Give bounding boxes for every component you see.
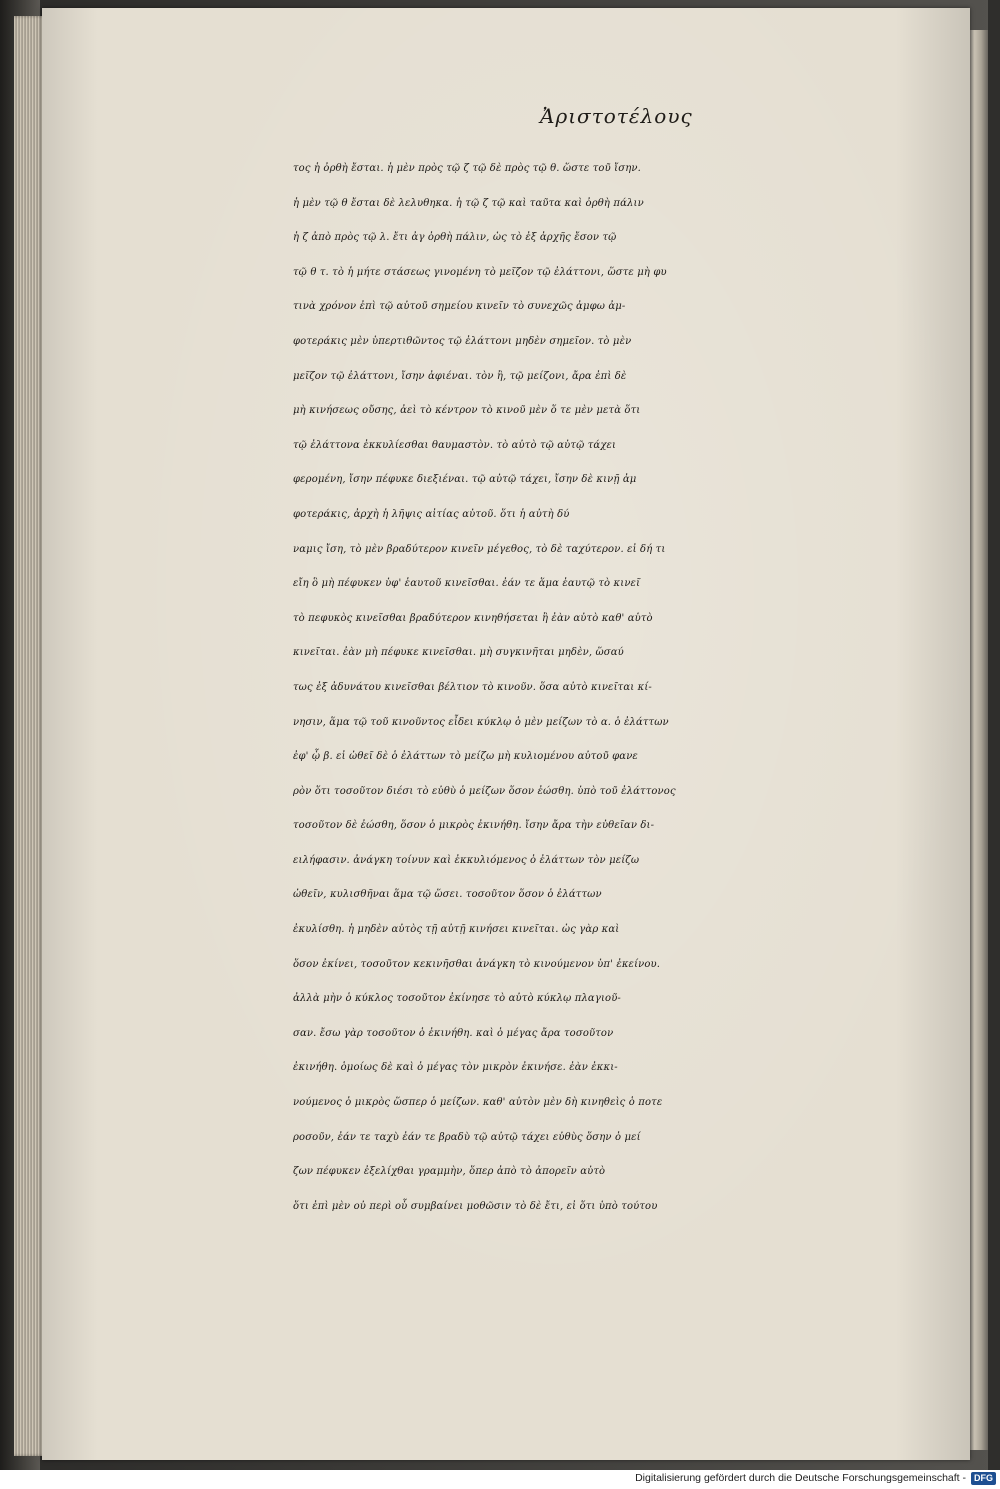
dfg-logo: DFG (971, 1472, 996, 1485)
text-line: ρὸν ὅτι τοσοῦτον διέσι τὸ εὐθὺ ὁ μείζων ὅσον ἐώσθη. ὑπὸ τοῦ ἐλάττονος (293, 785, 676, 797)
text-line: ἡ ζ ἀπὸ πρὸς τῷ λ. ἔτι ἀγ ὀρθὴ πάλιν, ὡς τὸ ἐξ ἀρχῆς ἔσον τῷ (293, 232, 617, 244)
footer-credit: Digitalisierung gefördert durch die Deutsche Forschungsgemeinschaft - (635, 1472, 966, 1484)
text-line: τως ἐξ ἀδυνάτου κινεῖσθαι βέλτιον τὸ κινοῦν. ὅσα αὐτὸ κινεῖται κί- (293, 681, 652, 693)
text-line: ἡ μὲν τῷ θ ἔσται δὲ λελυθηκα. ἡ τῷ ζ τῷ καὶ ταῦτα καὶ ὀρθὴ πάλιν (293, 197, 644, 209)
text-line: μεῖζον τῷ ἐλάττονι, ἴσην ἀφιέναι. τὸν ἢ, τῷ μείζονι, ἄρα ἐπὶ δὲ (293, 370, 627, 382)
text-line: ζων πέφυκεν ἐξελίχθαι γραμμὴν, ὅπερ ἀπὸ τὸ ἀπορεῖν αὐτὸ (293, 1166, 606, 1178)
text-line: ὅσον ἐκίνει, τοσοῦτον κεκινῆσθαι ἀνάγκη τὸ κινούμενον ὑπ' ἐκείνου. (293, 958, 661, 970)
text-line: τὸ πεφυκὸς κινεῖσθαι βραδύτερον κινηθήσεται ἢ ἐὰν αὐτὸ καθ' αὑτὸ (293, 612, 653, 624)
text-line: σαν. ἔσω γὰρ τοσοῦτον ὁ ἐκινήθη. καὶ ὁ μέγας ἄρα τοσοῦτον (293, 1027, 614, 1039)
text-line: μὴ κινήσεως οὔσης, ἀεὶ τὸ κέντρον τὸ κινοῦ μὲν ὅ τε μὲν μετὰ ὅτι (293, 405, 641, 417)
text-line: ὠθεῖν, κυλισθῆναι ἅμα τῷ ὥσει. τοσοῦτον ὅσον ὁ ἐλάττων (293, 889, 602, 901)
text-line: φερομένη, ἴσην πέφυκε διεξιέναι. τῷ αὐτῷ τάχει, ἴσην δὲ κινῇ ἀμ (293, 474, 637, 486)
text-line: ἐφ' ᾧ β. εἰ ὠθεῖ δὲ ὁ ἐλάττων τὸ μείζω μὴ κυλιομένου αὐτοῦ φανε (293, 751, 638, 763)
text-line: τῷ θ τ. τὸ ἡ μήτε στάσεως γινομένη τὸ μεῖζον τῷ ἐλάττονι, ὥστε μὴ φυ (293, 266, 667, 278)
text-line: ἐκυλίσθη. ἡ μηδὲν αὐτὸς τῇ αὐτῇ κινήσει κινεῖται. ὡς γὰρ καὶ (293, 924, 620, 936)
text-line: εἴη ὃ μὴ πέφυκεν ὑφ' ἑαυτοῦ κινεῖσθαι. ἐάν τε ἅμα ἑαυτῷ τὸ κινεῖ (293, 578, 641, 590)
text-line: τος ἡ ὀρθὴ ἔσται. ἡ μὲν πρὸς τῷ ζ τῷ δὲ πρὸς τῷ θ. ὥστε τοῦ ἴσην. (293, 163, 641, 174)
text-line: νησιν, ἅμα τῷ τοῦ κινοῦντος εἶδει κύκλῳ ὁ μὲν μείζων τὸ α. ὁ ἐλάττων (293, 716, 669, 728)
text-line: ὅτι ἐπὶ μὲν οὐ περὶ οὗ συμβαίνει μοθῶσιν τὸ δὲ ἔτι, εἰ ὅτι ὑπὸ τούτου (293, 1200, 658, 1212)
running-head: Ἀριστοτέλους (540, 104, 693, 128)
text-line: κινεῖται. ἐὰν μὴ πέφυκε κινεῖσθαι. μὴ συγκινῆται μηδὲν, ὥσαύ (293, 647, 624, 659)
text-line: φοτεράκις, ἀρχὴ ἡ λῆψις αἰτίας αὐτοῦ. ὅτι ἡ αὐτὴ δύ (293, 508, 570, 520)
right-page-edges (968, 30, 990, 1450)
text-line: ἐκινήθη. ὁμοίως δὲ καὶ ὁ μέγας τὸν μικρὸν ἐκινήσε. ἐὰν ἐκκι- (293, 1062, 618, 1074)
text-line: τινὰ χρόνον ἐπὶ τῷ αὐτοῦ σημείου κινεῖν τὸ συνεχῶς ἀμφω ἀμ- (293, 301, 626, 313)
right-shadow (988, 0, 1000, 1470)
text-line: τοσοῦτον δὲ ἐώσθη, ὅσον ὁ μικρὸς ἐκινήθη. ἴσην ἄρα τὴν εὐθεῖαν δι- (293, 820, 655, 832)
greek-text-block (293, 152, 938, 1242)
text-line: τῷ ἐλάττονα ἐκκυλίεσθαι θαυμαστὸν. τὸ αὐτὸ τῷ αὐτῷ τάχει (293, 439, 617, 451)
text-line: φοτεράκις μὲν ὑπερτιθῶντος τῷ ἐλάττονι μηδὲν σημεῖον. τὸ μὲν (293, 335, 632, 347)
text-line: ροσοῦν, ἐάν τε ταχὺ ἐάν τε βραδὺ τῷ αὐτῷ τάχει εὐθὺς ὅσην ὁ μεί (293, 1131, 641, 1143)
text-line: ναμις ἴση, τὸ μὲν βραδύτερον κινεῖν μέγεθος, τὸ δὲ ταχύτερον. εἰ δή τι (293, 543, 666, 555)
text-line: ειλήφασιν. ἀνάγκη τοίνυν καὶ ἐκκυλιόμενος ὁ ἐλάττων τὸν μείζω (293, 854, 640, 866)
text-line: ἀλλὰ μὴν ὁ κύκλος τοσοῦτον ἐκίνησε τὸ αὐτὸ κύκλῳ πλαγιοῦ- (293, 993, 621, 1005)
text-line: νούμενος ὁ μικρὸς ὥσπερ ὁ μείζων. καθ' αὑτὸν μὲν δὴ κινηθεὶς ὁ ποτε (293, 1097, 663, 1109)
